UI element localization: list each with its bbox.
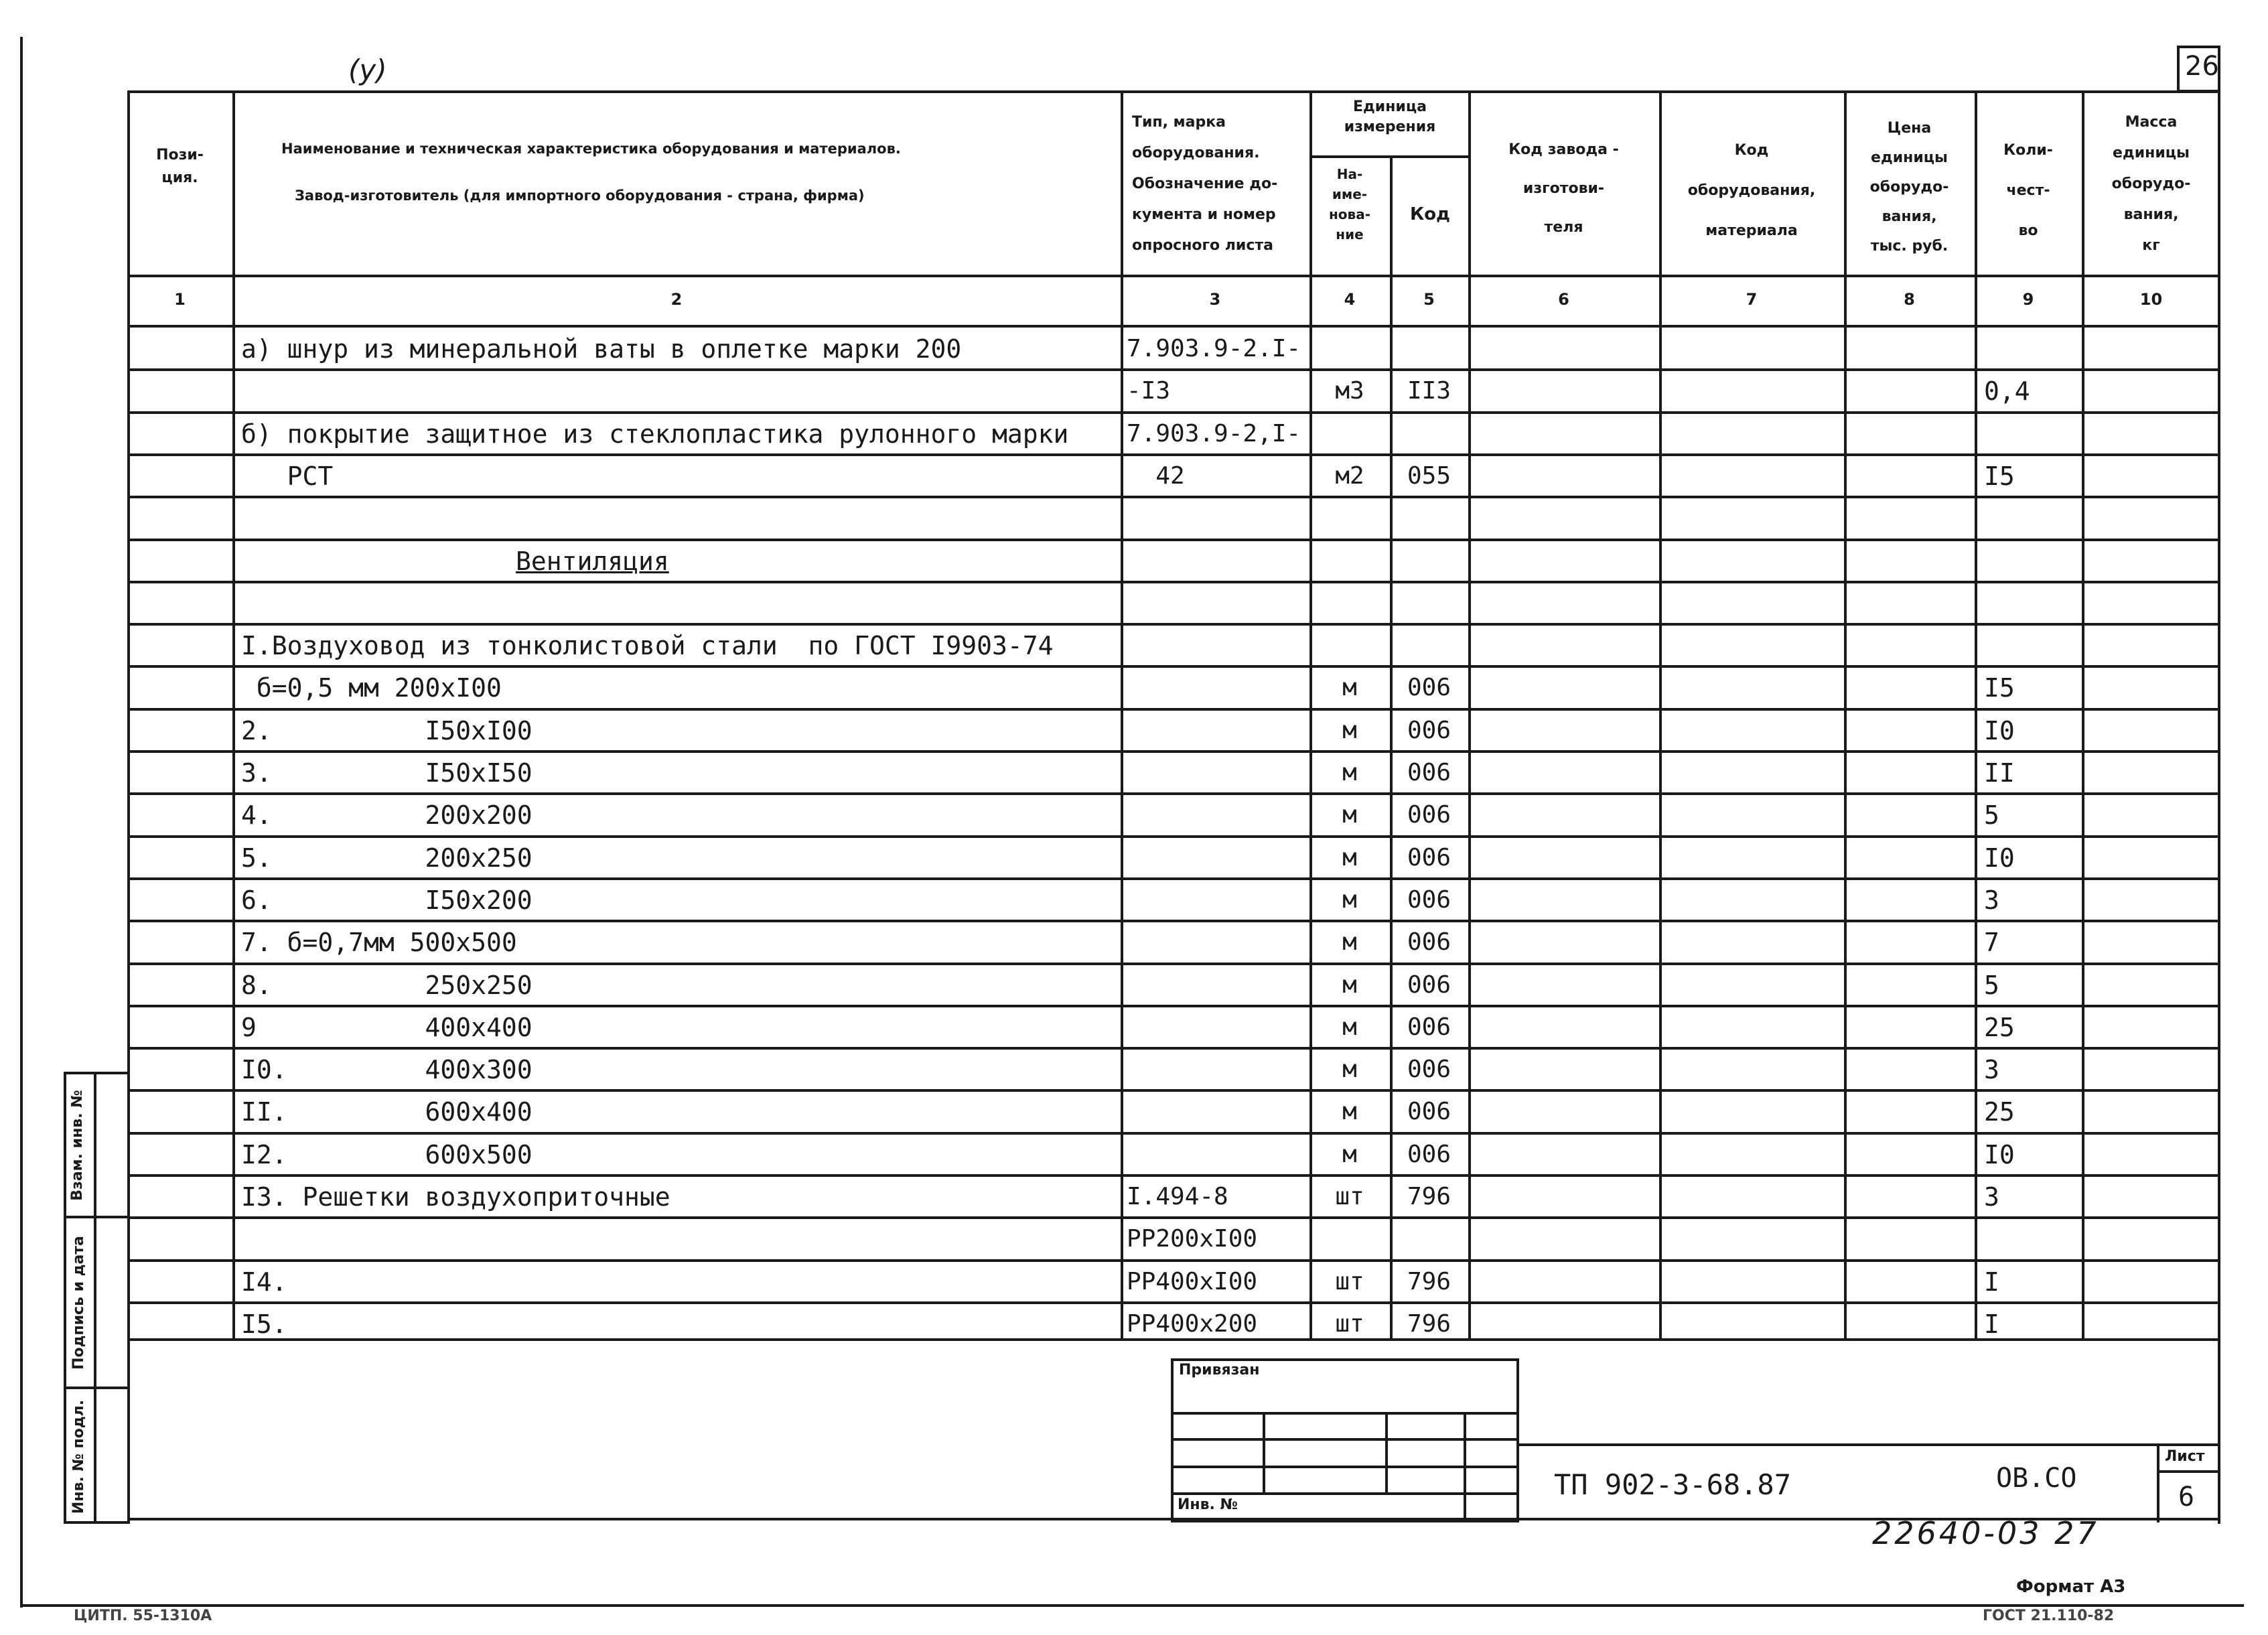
col-line-8 — [1975, 90, 1977, 1340]
row-code: 006 — [1407, 801, 1451, 829]
row-name: 2. I50хI00 — [241, 716, 533, 745]
row-name: I2. 600х500 — [241, 1140, 533, 1169]
title-top-line — [1519, 1443, 2220, 1446]
colnum-5: 5 — [1423, 290, 1435, 309]
table-row-line — [127, 877, 2220, 880]
row-unit: м — [1342, 1141, 1357, 1168]
col-line-2 — [1121, 90, 1123, 1340]
side-stamp-podpis: Подпись и дата — [70, 1236, 87, 1370]
row-code: 006 — [1407, 1013, 1451, 1041]
row-name: 7. б=0,7мм 500х500 — [241, 928, 517, 957]
list-label: Лист — [2165, 1448, 2205, 1465]
format-label: Формат А3 — [2016, 1577, 2126, 1597]
row-qty: I0 — [1984, 843, 2015, 873]
colnum-2: 2 — [670, 290, 683, 309]
row-qty: 5 — [1984, 800, 1999, 830]
row-unit: шт — [1335, 1310, 1364, 1338]
row-name: 4. 200х200 — [241, 800, 533, 830]
row-type: РР400х200 — [1127, 1310, 1258, 1338]
list-number: 6 — [2178, 1482, 2195, 1512]
table-row-line — [127, 1216, 2220, 1219]
col-line-7 — [1844, 90, 1847, 1340]
row-qty: 3 — [1984, 1055, 1999, 1084]
row-qty: 3 — [1984, 1182, 1999, 1212]
row-unit: шт — [1335, 1183, 1364, 1210]
col-line-1 — [232, 90, 235, 1340]
header-col1: Пози- ция. — [156, 147, 204, 186]
row-code: 006 — [1407, 1056, 1451, 1083]
row-name: I4. — [241, 1267, 287, 1297]
colnum-4: 4 — [1344, 290, 1356, 309]
privyazan-line3 — [1171, 1466, 1519, 1468]
row-qty: 0,4 — [1984, 376, 2030, 406]
table-row-line — [127, 1174, 2220, 1177]
table-row-line — [127, 1259, 2220, 1262]
row-name: I3. Решетки воздухоприточные — [241, 1182, 670, 1212]
privyazan-label: Привязан — [1179, 1362, 1260, 1378]
row-qty: 3 — [1984, 885, 1999, 915]
colnum-6: 6 — [1558, 290, 1569, 309]
privyazan-line2 — [1171, 1438, 1519, 1441]
table-row-line — [127, 792, 2220, 795]
row-unit: м — [1342, 886, 1357, 914]
colnum-bottom-line — [127, 325, 2220, 328]
handwritten-number: 22640-03 27 — [1872, 1515, 2099, 1551]
colnum-1: 1 — [174, 290, 186, 309]
table-row-line — [127, 581, 2220, 583]
row-name: I.Воздуховод из тонколистовой стали по ГОСТ I9903-74 — [241, 631, 1054, 660]
header-col5: Код — [1409, 204, 1451, 224]
row-qty: II — [1984, 758, 2015, 788]
row-name: 9 400х400 — [241, 1013, 533, 1042]
colnum-3: 3 — [1209, 290, 1221, 309]
table-row-line — [127, 1132, 2220, 1135]
outer-left-border — [20, 37, 23, 1608]
section-heading: Вентиляция — [516, 547, 669, 576]
row-qty: 7 — [1984, 928, 1999, 957]
row-type: РР200хI00 — [1127, 1225, 1258, 1253]
header-col7: Код оборудования, материала — [1687, 142, 1816, 239]
row-unit: м — [1342, 928, 1357, 956]
top-mark: (у) — [348, 54, 387, 86]
table-row-line — [127, 411, 2220, 414]
row-name: а) шнур из минеральной ваты в оплетке марки 200 — [241, 334, 962, 364]
header-bottom-line — [127, 275, 2220, 277]
row-name: I0. 400х300 — [241, 1055, 533, 1084]
row-unit: м — [1342, 717, 1357, 744]
row-name: б=0,5 мм 200хI00 — [241, 673, 502, 703]
row-unit: м2 — [1335, 462, 1364, 490]
col-line-9 — [2082, 90, 2084, 1340]
list-box-mid — [2157, 1470, 2220, 1473]
table-row-line — [127, 665, 2220, 668]
table-row-line — [127, 835, 2220, 838]
side-stamp-inv: Инв. № подл. — [70, 1399, 87, 1514]
row-type: 7.903.9-2,I- — [1127, 420, 1301, 447]
privyazan-vline2 — [1385, 1412, 1388, 1492]
row-unit: м — [1342, 971, 1357, 999]
table-row-line — [127, 496, 2220, 498]
row-code: 796 — [1407, 1183, 1451, 1210]
row-qty: I5 — [1984, 673, 2015, 703]
row-qty: I — [1984, 1267, 1999, 1297]
row-type: 7.903.9-2.I- — [1127, 335, 1301, 362]
table-row-line — [127, 963, 2220, 965]
row-unit: м — [1342, 844, 1357, 871]
doc-code: ТП 902-3-68.87 — [1554, 1468, 1792, 1501]
row-unit: м — [1342, 1098, 1357, 1125]
side-stamp-divider — [94, 1072, 96, 1524]
outer-bottom-border — [20, 1604, 2244, 1607]
colnum-9: 9 — [2022, 290, 2034, 309]
row-code: 006 — [1407, 1098, 1451, 1125]
row-code: 006 — [1407, 886, 1451, 914]
page-corner-number: 26 — [2185, 51, 2219, 82]
header-col3: Тип, марка оборудования. Обозначение до- кумента и номер опросного листа — [1132, 114, 1278, 254]
footer-right: ГОСТ 21.110-82 — [1983, 1608, 2115, 1624]
row-unit: м — [1342, 759, 1357, 786]
row-type: -I3 — [1127, 377, 1171, 405]
row-unit: м — [1342, 801, 1357, 829]
row-qty: I0 — [1984, 1140, 2015, 1169]
table-row-line — [127, 1301, 2220, 1304]
row-code: 006 — [1407, 717, 1451, 744]
header-col45-group: Единица измерения — [1344, 98, 1436, 135]
row-code: 006 — [1407, 971, 1451, 999]
privyazan-line4 — [1171, 1492, 1519, 1495]
colnum-10: 10 — [2139, 290, 2163, 309]
row-code: 006 — [1407, 759, 1451, 786]
table-row-line — [127, 453, 2220, 456]
privyazan-vline1 — [1263, 1412, 1265, 1492]
row-code: 796 — [1407, 1310, 1451, 1338]
header-col10: Масса единицы оборудо- вания, кг — [2111, 114, 2191, 254]
row-type: I.494-8 — [1127, 1183, 1228, 1210]
header-col2-line1: Наименование и техническая характеристика оборудования и материалов. — [281, 141, 901, 157]
table-row-line — [127, 708, 2220, 711]
table-row-line — [127, 750, 2220, 753]
row-name: 8. 250х250 — [241, 971, 533, 1000]
row-name: РСТ — [241, 461, 334, 491]
row-code: 006 — [1407, 928, 1451, 956]
table-row-line — [127, 920, 2220, 922]
row-unit: м — [1342, 674, 1357, 701]
header-col2-line2: Завод-изготовитель (для импортного оборудования - страна, фирма) — [295, 188, 865, 204]
row-unit: м — [1342, 1013, 1357, 1041]
row-code: 006 — [1407, 674, 1451, 701]
privyazan-vline3 — [1464, 1412, 1466, 1522]
table-row-line — [127, 1005, 2220, 1007]
inv-no-label: Инв. № — [1178, 1496, 1238, 1513]
row-code: 006 — [1407, 844, 1451, 871]
row-unit: шт — [1335, 1268, 1364, 1295]
col-line-5 — [1468, 90, 1471, 1340]
colnum-7: 7 — [1746, 290, 1758, 309]
table-row-line — [127, 1089, 2220, 1092]
row-unit: м3 — [1335, 377, 1364, 405]
row-unit: м — [1342, 1056, 1357, 1083]
row-name: II. 600х400 — [241, 1097, 533, 1127]
row-code: II3 — [1407, 377, 1451, 405]
privyazan-line1 — [1171, 1412, 1519, 1415]
row-qty: 25 — [1984, 1097, 2015, 1127]
row-type: РР400хI00 — [1127, 1268, 1258, 1295]
sheet-code: ОВ.СО — [1996, 1463, 2077, 1494]
row-qty: I5 — [1984, 461, 2015, 491]
row-name: 6. I50х200 — [241, 885, 533, 915]
row-qty: 5 — [1984, 971, 1999, 1000]
row-qty: 25 — [1984, 1013, 2015, 1042]
row-qty: I0 — [1984, 716, 2015, 745]
side-stamp-vzam: Взам. инв. № — [69, 1090, 86, 1201]
row-name: I5. — [241, 1309, 287, 1339]
col-line-6 — [1659, 90, 1662, 1340]
footer-left: ЦИТП. 55-1310А — [74, 1608, 212, 1624]
list-box-left — [2157, 1443, 2159, 1522]
header-col4: На- име- нова- ние — [1328, 166, 1370, 242]
header-col9: Коли- чест- во — [2003, 142, 2053, 239]
row-name: б) покрытие защитное из стеклопластика рулонного марки — [241, 419, 1069, 449]
row-code: 055 — [1407, 462, 1451, 490]
row-type: 42 — [1127, 462, 1185, 490]
header-col8: Цена единицы оборудо- вания, тыс. руб. — [1869, 120, 1949, 255]
header-col6: Код завода - изготови- теля — [1508, 141, 1619, 236]
table-row-line — [127, 623, 2220, 626]
row-code: 006 — [1407, 1141, 1451, 1168]
row-code: 796 — [1407, 1268, 1451, 1295]
row-qty: I — [1984, 1309, 1999, 1339]
table-row-line — [127, 368, 2220, 371]
colnum-8: 8 — [1904, 290, 1915, 309]
row-name: 5. 200х250 — [241, 843, 533, 873]
table-row-line — [127, 539, 2220, 541]
row-name: 3. I50хI50 — [241, 758, 533, 788]
table-row-line — [127, 1047, 2220, 1050]
